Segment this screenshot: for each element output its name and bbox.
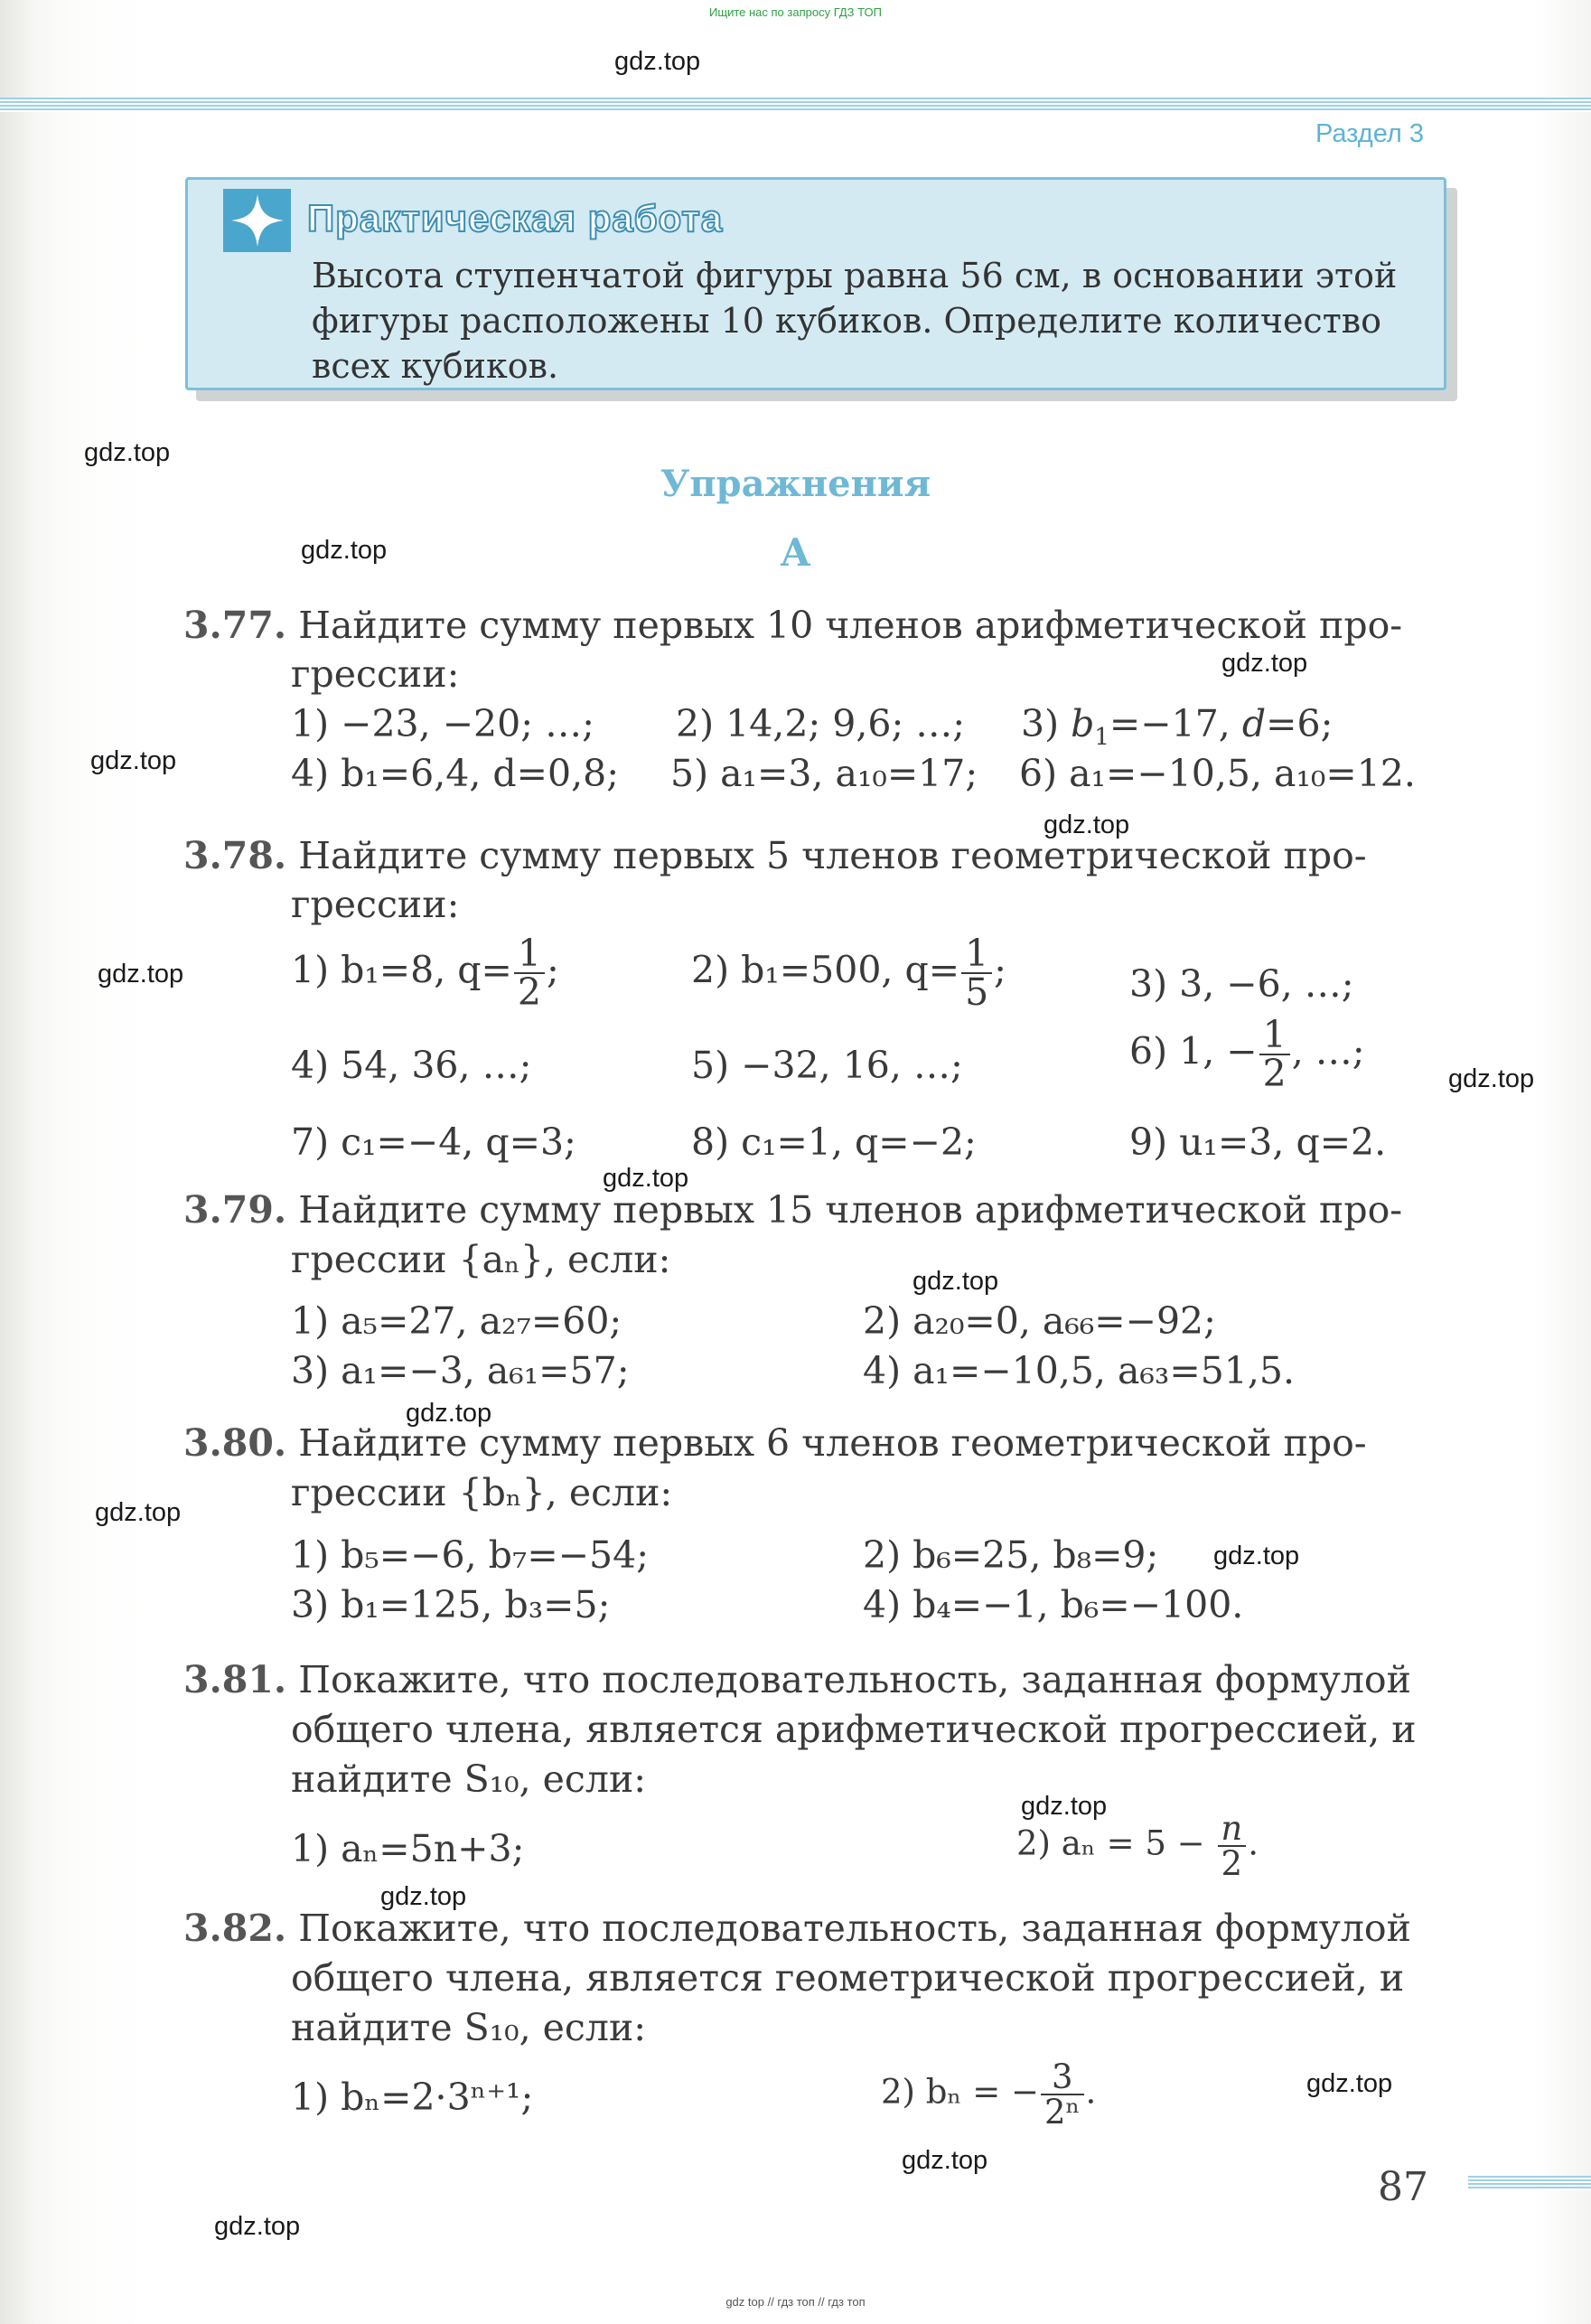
watermark: gdz.top	[1044, 811, 1130, 839]
exercise-3-80-line1: 3.80. Найдите сумму первых 6 членов геометрической про-	[183, 1421, 1367, 1465]
exercise-3-81-line1: 3.81. Покажите, что последовательность, заданная формулой	[183, 1658, 1411, 1701]
watermark: gdz.top	[1021, 1792, 1108, 1821]
watermark: gdz.top	[95, 1498, 182, 1527]
item: 6) 1, − $\frac{1}{2}$ , …;	[1129, 1013, 1365, 1095]
exercise-number: 3.78.	[183, 834, 287, 877]
section-label: Раздел 3	[1315, 119, 1424, 148]
exercise-3-82-line2: общего члена, является геометрической прогрессией, и	[291, 1956, 1405, 2000]
watermark: gdz.top	[90, 746, 177, 775]
item: 8) c₁=1, q=−2;	[691, 1120, 977, 1164]
exercise-3-80-line2: грессии {bₙ}, если:	[291, 1471, 673, 1514]
item: 2) aₙ = 5 − $\frac{n}{2}$ .	[1016, 1809, 1259, 1883]
footer-rule	[1468, 2176, 1591, 2190]
exercise-3-79-line1: 3.79. Найдите сумму первых 15 членов арифметической про-	[183, 1188, 1403, 1232]
practical-text-line: всех кубиков.	[312, 346, 559, 386]
item: 2) bₙ = − $\frac{3}{\text{2ⁿ}}$ .	[881, 2057, 1097, 2132]
top-promo-note: Ищите нас по запросу ГДЗ ТОП	[709, 5, 882, 19]
item: 3) $b_1=-17$, d=6;	[1021, 702, 1334, 752]
watermark: gdz.top	[1213, 1542, 1300, 1570]
watermark: gdz.top	[1221, 649, 1308, 678]
watermark: gdz.top	[84, 438, 171, 467]
exercise-3-78-line1: 3.78. Найдите сумму первых 5 членов геометрической про-	[183, 834, 1367, 877]
item: 4) b₁=6,4, d=0,8;	[291, 752, 620, 795]
exercise-3-77-line1: 3.77. Найдите сумму первых 10 членов арифметической про-	[183, 604, 1403, 647]
exercise-3-78-line2: грессии:	[291, 883, 460, 926]
item: 9) u₁=3, q=2.	[1129, 1120, 1387, 1164]
practical-text-line: Высота ступенчатой фигуры равна 56 см, в основании этой	[312, 256, 1398, 295]
watermark: gdz.top	[1448, 1064, 1535, 1093]
practical-work-title: Практическая работа	[307, 197, 724, 239]
item: 3) a₁=−3, a₆₁=57;	[291, 1349, 630, 1392]
exercise-number: 3.77.	[183, 604, 287, 647]
watermark: gdz.top	[902, 2146, 988, 2175]
watermark: gdz.top	[301, 536, 388, 565]
item: 3) b₁=125, b₃=5;	[291, 1583, 611, 1626]
exercise-number: 3.80.	[183, 1421, 287, 1465]
watermark: gdz.top	[614, 47, 701, 76]
item: 1) b₁=8, q= $\frac{1}{2}$ ;	[291, 932, 559, 1014]
watermark: gdz.top	[214, 2212, 301, 2241]
exercise-3-82-line1: 3.82. Покажите, что последовательность, заданная формулой	[183, 1907, 1411, 1950]
item: 2) a₂₀=0, a₆₆=−92;	[863, 1299, 1216, 1343]
item: 4) b₄=−1, b₆=−100.	[863, 1583, 1244, 1626]
item: 1) bₙ=2·3ⁿ⁺¹;	[291, 2076, 534, 2119]
header-rule	[0, 98, 1591, 112]
exercise-3-81-line2: общего члена, является арифметической прогрессией, и	[291, 1708, 1417, 1751]
bottom-promo-note: gdz top // гдз топ // гдз топ	[725, 2295, 866, 2309]
watermark: gdz.top	[603, 1164, 689, 1193]
item: 2) 14,2; 9,6; …;	[676, 702, 966, 745]
watermark: gdz.top	[406, 1399, 492, 1428]
item: 1) b₅=−6, b₇=−54;	[291, 1533, 650, 1577]
group-label: А	[780, 530, 811, 575]
exercise-number: 3.82.	[183, 1907, 287, 1950]
watermark: gdz.top	[1306, 2069, 1393, 2098]
star-icon	[223, 189, 291, 252]
item: 5) −32, 16, …;	[691, 1044, 963, 1087]
item: 1) aₙ=5n+3;	[291, 1827, 525, 1870]
exercise-3-81-line3: найдите S₁₀, если:	[291, 1757, 647, 1801]
item: 7) c₁=−4, q=3;	[291, 1120, 576, 1164]
item: 1) −23, −20; …;	[291, 702, 594, 745]
exercise-number: 3.81.	[183, 1658, 287, 1701]
watermark: gdz.top	[912, 1267, 999, 1296]
watermark: gdz.top	[380, 1882, 467, 1911]
item: 4) a₁=−10,5, a₆₃=51,5.	[863, 1349, 1296, 1392]
item: 1) a₅=27, a₂₇=60;	[291, 1299, 622, 1343]
item: 6) a₁=−10,5, a₁₀=12.	[1019, 752, 1416, 795]
page-number: 87	[1378, 2164, 1428, 2210]
item: 5) a₁=3, a₁₀=17;	[670, 752, 978, 795]
exercises-heading: Упражнения	[660, 463, 931, 505]
exercise-3-77-line2: грессии:	[291, 652, 460, 696]
item: 4) 54, 36, …;	[291, 1044, 532, 1087]
item: 3) 3, −6, …;	[1129, 962, 1354, 1006]
exercise-number: 3.79.	[183, 1188, 287, 1232]
watermark: gdz.top	[98, 960, 184, 989]
item: 2) b₆=25, b₈=9;	[863, 1533, 1159, 1577]
exercise-3-79-line2: грессии {aₙ}, если:	[291, 1238, 671, 1281]
item: 2) b₁=500, q= $\frac{1}{5}$ ;	[691, 932, 1006, 1014]
practical-text-line: фигуры расположены 10 кубиков. Определите количество	[312, 301, 1382, 341]
exercise-3-82-line3: найдите S₁₀, если:	[291, 2006, 647, 2049]
